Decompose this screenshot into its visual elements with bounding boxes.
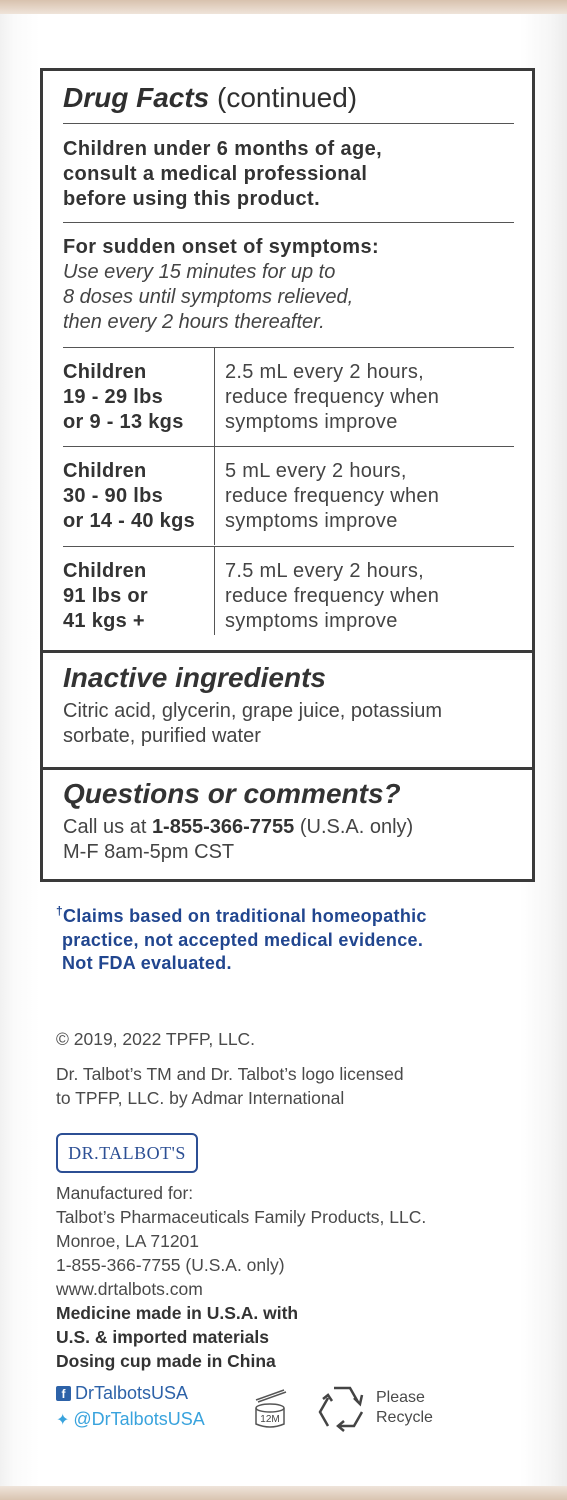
copyright: © 2019, 2022 TPFP, LLC. xyxy=(56,1029,256,1049)
divider xyxy=(63,222,514,223)
phone-number[interactable]: 1-855-366-7755 xyxy=(151,816,295,838)
trademark-notice: Dr. Talbot’s TM and Dr. Talbot’s logo licensed to TPFP, LLC. by Admar International xyxy=(56,1064,404,1108)
column-divider xyxy=(214,348,215,446)
twitter-icon: ✦ xyxy=(56,1411,70,1429)
inactive-ingredients: Inactive ingredients Citric acid, glycerin, grape juice, potassium sorbate, purified water xyxy=(63,662,443,747)
website-link[interactable]: www.drtalbots.com xyxy=(56,1279,203,1299)
dosing-amount: 5 mL every 2 hours, reduce frequency when symptoms improve xyxy=(225,460,440,532)
dr-talbots-logo: DR.TALBOT'S xyxy=(56,1133,198,1173)
period-after-opening-icon xyxy=(250,1384,290,1435)
facebook-handle[interactable]: f DrTalbotsUSA xyxy=(56,1383,188,1404)
box-bottom-edge xyxy=(0,1486,567,1500)
dosing-amount: 7.5 mL every 2 hours, reduce frequency when symptoms improve xyxy=(225,560,440,632)
homeopathic-claims-disclaimer: †Claims based on traditional homeopathic practice, not accepted medical evidence. Not FDA evaluated. xyxy=(56,904,427,973)
recycle-label: Please Recycle xyxy=(376,1389,433,1426)
jar-label: 12M xyxy=(260,1414,280,1425)
dosing-row xyxy=(63,348,514,446)
dosing-age-weight: Children 19 - 29 lbs or 9 - 13 kgs xyxy=(63,361,184,433)
sudden-onset-directions: For sudden onset of symptoms: Use every 15 minutes for up to 8 doses until symptoms relieved, then every 2 hours thereafter. xyxy=(63,236,380,333)
drug-facts-box xyxy=(40,68,535,882)
divider xyxy=(63,123,514,124)
recycle-icon xyxy=(314,1382,370,1441)
origin-statement: Medicine made in U.S.A. with U.S. & imported materials Dosing cup made in China xyxy=(56,1303,299,1371)
column-divider xyxy=(214,547,215,635)
call-line: Call us at 1-855-366-7755 (U.S.A. only) xyxy=(63,816,414,838)
twitter-handle[interactable]: ✦ @DrTalbotsUSA xyxy=(56,1409,205,1429)
questions-section: Questions or comments? Call us at 1-855-366-7755 (U.S.A. only) M-F 8am-5pm CST xyxy=(63,777,514,865)
dosing-row xyxy=(63,447,514,545)
facebook-icon: f xyxy=(56,1386,71,1401)
drug-facts-title: Drug Facts (continued) xyxy=(63,82,358,113)
dosing-amount: 2.5 mL every 2 hours, reduce frequency when symptoms improve xyxy=(225,361,440,433)
dosing-row xyxy=(63,547,514,635)
manufacturer-info: Manufactured for: Talbot’s Pharmaceuticals Family Products, LLC. Monroe, LA 71201 1-855-366-7755 (U.S.A. only) www.drtalbots.com xyxy=(56,1183,427,1299)
dosing-age-weight: Children 30 - 90 lbs or 14 - 40 kgs xyxy=(63,460,196,532)
section-divider xyxy=(43,650,532,653)
column-divider xyxy=(214,447,215,545)
dosing-age-weight: Children 91 lbs or 41 kgs + xyxy=(63,560,148,632)
box-top-edge xyxy=(0,0,567,14)
section-divider xyxy=(43,767,532,770)
under-6-warning: Children under 6 months of age, consult a medical professional before using this product. xyxy=(63,138,383,210)
